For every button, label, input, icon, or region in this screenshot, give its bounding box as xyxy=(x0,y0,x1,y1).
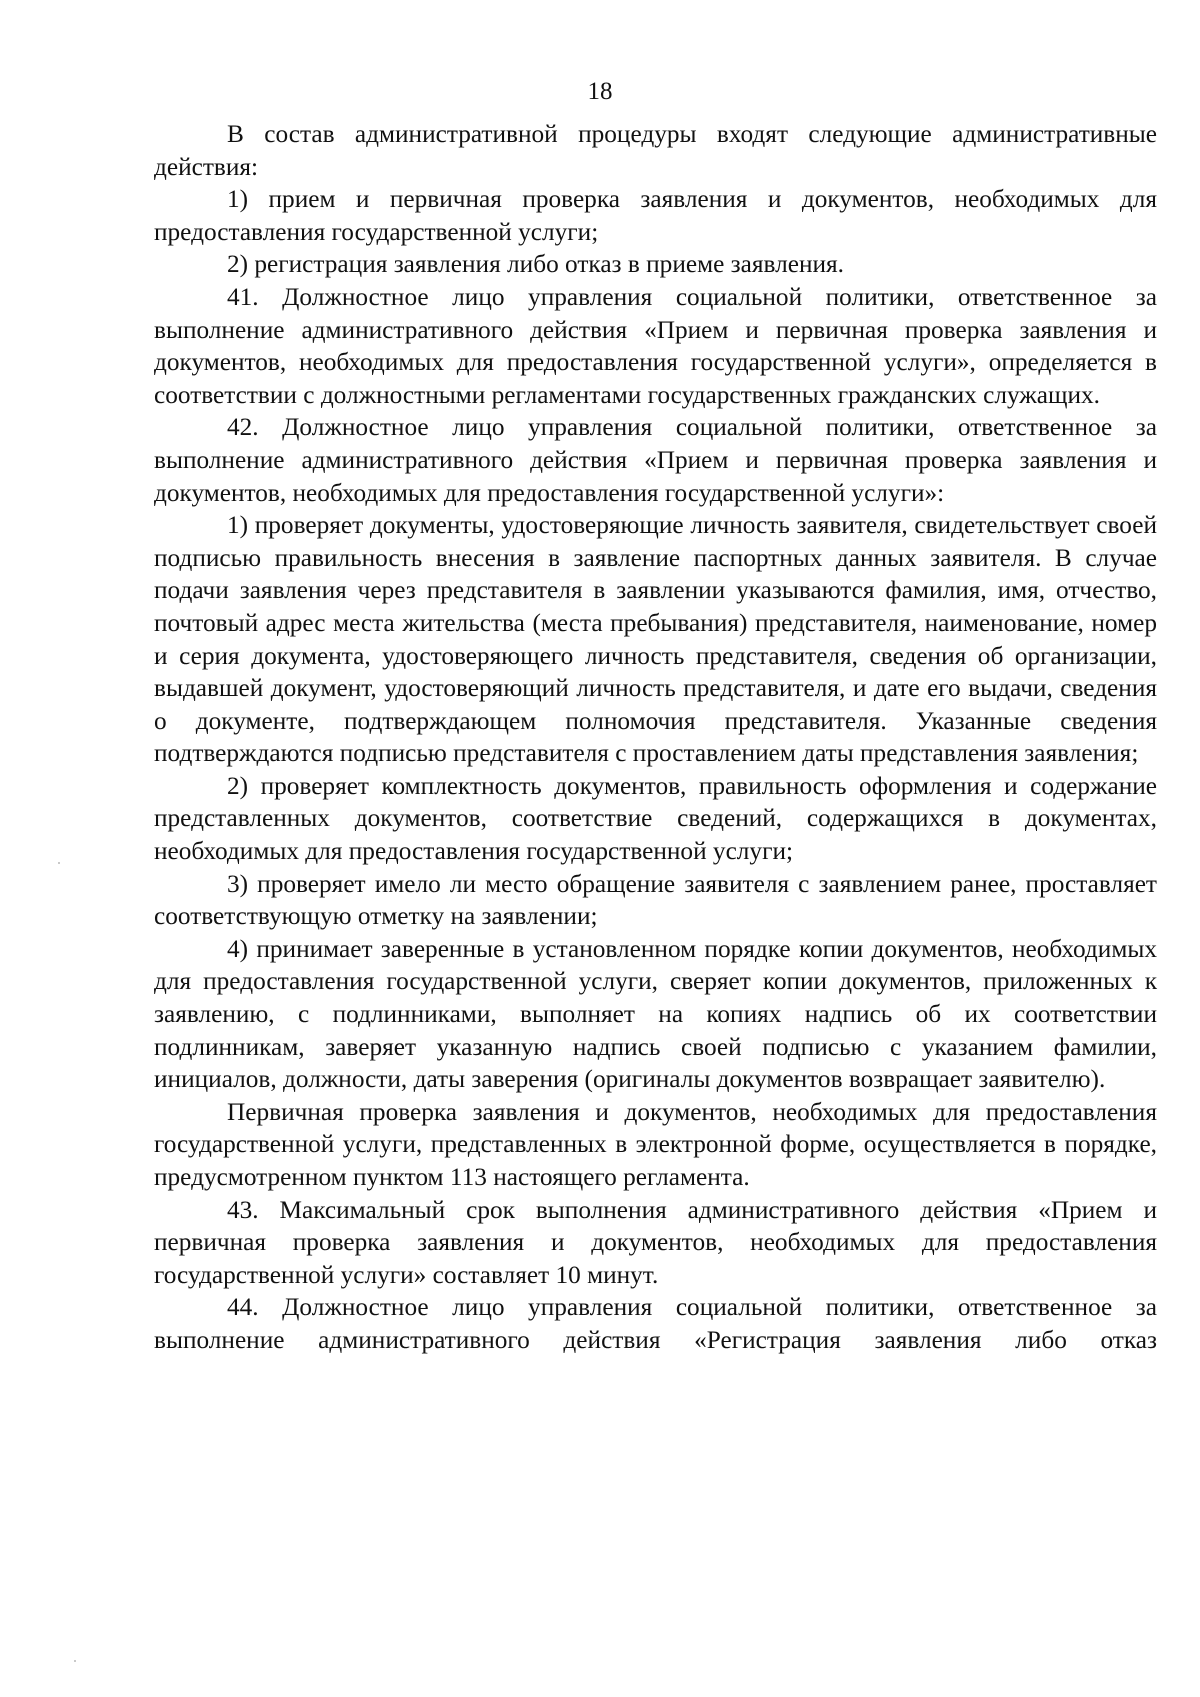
paragraph-electronic-check: Первичная проверка заявления и документов, необходимых для предоставления государственной услуги, представленных в электронной форме, осуществляется в порядке, предусмотренном пунктом 113 настоящего регламента. xyxy=(154,1097,1157,1191)
paragraph-41: 41. Должностное лицо управления социальной политики, ответственное за выполнение административного действия «Прием и первичная проверка заявления и документов, необходимых для предоставления государственной услуги», определяется в соответствии с должностными регламентами государственных гражданских служащих. xyxy=(154,282,1157,409)
scan-speck xyxy=(58,862,60,864)
paragraph-list-item-2: 2) регистрация заявления либо отказ в приеме заявления. xyxy=(227,250,845,279)
paragraph-intro: В состав административной процедуры входят следующие административные действия: xyxy=(154,120,1157,181)
paragraph-42-item-4: 4) принимает заверенные в установленном порядке копии документов, необходимых для предоставления государственной услуги, сверяет копии документов, приложенных к заявлению, с подлинниками, выполняет на копиях надпись об их соответствии подлинникам, заверяет указанную надпись своей подписью с указанием фамилии, инициалов, должности, даты заверения (оригиналы документов возвращает заявителю). xyxy=(154,934,1157,1094)
paragraph-list-item-1: 1) прием и первичная проверка заявления и документов, необходимых для предоставления государственной услуги; xyxy=(154,185,1157,246)
paragraph-42-item-3: 3) проверяет имело ли место обращение заявителя с заявлением ранее, проставляет соответствующую отметку на заявлении; xyxy=(154,869,1157,931)
paragraph-44: 44. Должностное лицо управления социальной политики, ответственное за выполнение административного действия «Регистрация заявления либо отказ xyxy=(154,1293,1157,1354)
paragraph-43: 43. Максимальный срок выполнения административного действия «Прием и первичная проверка заявления и документов, необходимых для предоставления государственной услуги» составляет 10 минут. xyxy=(154,1195,1157,1289)
page-number: 18 xyxy=(587,78,613,105)
scan-speck xyxy=(74,1660,76,1662)
document-body xyxy=(154,118,1157,1357)
paragraph-42: 42. Должностное лицо управления социальной политики, ответственное за выполнение административного действия «Прием и первичная проверка заявления и документов, необходимых для предоставления государственной услуги»: xyxy=(154,413,1157,507)
paragraph-42-item-2: 2) проверяет комплектность документов, правильность оформления и содержание представленных документов, соответствие сведений, содержащихся в документах, необходимых для предоставления государственной услуги; xyxy=(154,771,1157,866)
paragraph-42-item-1: 1) проверяет документы, удостоверяющие личность заявителя, свидетельствует своей подписью правильность внесения в заявление паспортных данных заявителя. В случае подачи заявления через представителя в заявлении указываются фамилия, имя, отчество, почтовый адрес места жительства (места пребывания) представителя, наименование, номер и серия документа, удостоверяющего личность представителя, сведения об организации, выдавшей документ, удостоверяющий личность представителя, и дате его выдачи, сведения о документе, подтверждающем полномочия представителя. Указанные сведения подтверждаются подписью представителя с проставлением даты представления заявления; xyxy=(154,511,1157,768)
